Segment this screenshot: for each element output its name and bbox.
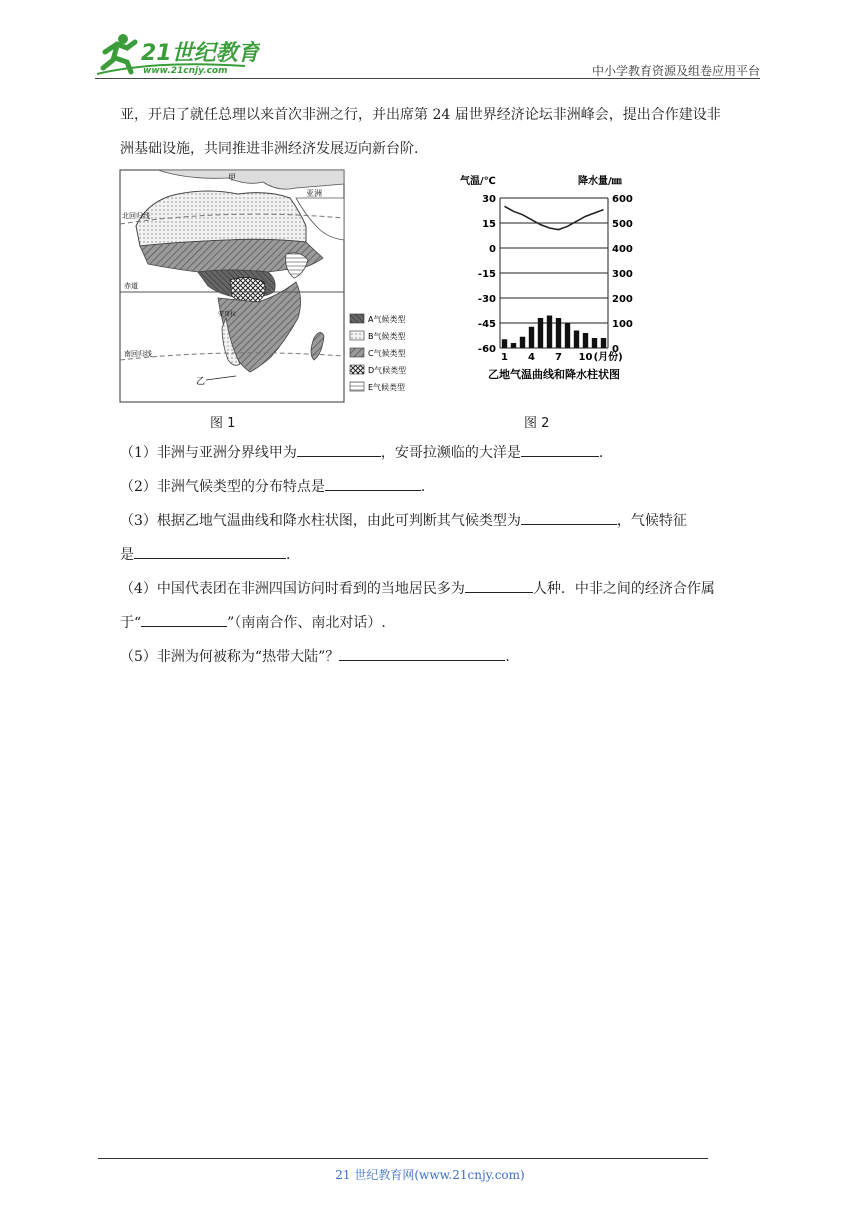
chart-left-tick: -30	[477, 294, 496, 305]
chart-left-tick: 15	[482, 219, 496, 230]
map-label-tropic-south: 南回归线	[124, 350, 152, 358]
chart-xlabel: (月份)	[593, 352, 623, 363]
chart-bar	[520, 337, 525, 348]
legend-e: E气候类型	[368, 383, 406, 392]
answer-blank-3b[interactable]	[134, 544, 286, 559]
map-label-jia: 甲	[228, 173, 236, 182]
chart-right-tick: 200	[612, 294, 633, 305]
chart-right-tick: 300	[612, 269, 633, 280]
map-legend	[350, 314, 406, 392]
chart-bar	[511, 343, 516, 348]
intro-paragraph	[120, 98, 762, 166]
chart-bar	[502, 339, 507, 348]
chart-title: 乙地气温曲线和降水柱状图	[488, 368, 620, 381]
header-divider	[95, 78, 760, 79]
answer-blank-4a[interactable]	[465, 578, 533, 593]
chart-right-tick: 600	[612, 194, 633, 205]
chart-bar	[529, 327, 534, 348]
legend-a: A气候类型	[368, 315, 406, 324]
chart-left-tick: 0	[489, 244, 496, 255]
question-3: （3）根据乙地气温曲线和降水柱状图，由此可判断其气候类型为 ，气候特征	[120, 504, 762, 538]
logo-title: 21世纪教育	[141, 41, 260, 66]
chart-bar	[583, 333, 588, 348]
intro-line-2: 洲基础设施，共同推进非洲经济发展迈向新台阶.	[120, 141, 419, 157]
question-4: （4）中国代表团在非洲四国访问时看到的当地居民多为 人种．中非之间的经济合作属	[120, 572, 762, 606]
chart-bar	[547, 316, 552, 349]
chart-temperature-line	[505, 206, 604, 229]
chart-bar	[556, 318, 561, 348]
figure-1-caption: 图 1	[210, 416, 236, 431]
chart-right-tick: 400	[612, 244, 633, 255]
figures-area	[118, 168, 658, 438]
platform-name: 中小学教育资源及组卷应用平台	[591, 64, 760, 78]
chart-bar	[592, 338, 597, 348]
answer-blank-2[interactable]	[325, 476, 421, 491]
chart-x-tick: 10	[578, 352, 593, 363]
logo-url: www.21cnjy.com	[143, 66, 228, 76]
site-logo	[95, 30, 260, 78]
chart-bar	[601, 338, 606, 348]
chart-ylabel-right: 降水量/㎜	[578, 176, 622, 187]
map-label-asia: 亚洲	[306, 189, 322, 198]
question-1: （1）非洲与亚洲分界线甲为 ，安哥拉濒临的大洋是 .	[120, 436, 762, 470]
map-label-tropic-north: 北回归线	[122, 212, 150, 220]
climate-chart	[456, 170, 656, 392]
chart-ylabel-left: 气温/℃	[460, 176, 496, 187]
chart-x-tick: 1	[501, 352, 508, 363]
intro-line-1: 亚，开启了就任总理以来首次非洲之行，并出席第 24 届世界经济论坛非洲峰会，提出合作建设非	[120, 107, 721, 123]
chart-bar	[574, 331, 579, 349]
question-2: （2）非洲气候类型的分布特点是 .	[120, 470, 762, 504]
page-header	[95, 30, 760, 80]
chart-bar	[565, 323, 570, 348]
legend-b: B气候类型	[368, 332, 406, 341]
chart-left-tick: -45	[477, 319, 496, 330]
chart-right-tick: 0	[612, 344, 619, 355]
answer-blank-5[interactable]	[339, 646, 505, 661]
questions	[120, 436, 762, 674]
footer-divider	[98, 1158, 708, 1159]
answer-blank-1a[interactable]	[297, 442, 381, 457]
chart-right-tick: 500	[612, 219, 633, 230]
question-4-cont: 于“ ”（南南合作、南北对话）.	[120, 606, 762, 640]
chart-left-tick: -60	[477, 344, 496, 355]
chart-left-tick: 30	[482, 194, 496, 205]
chart-x-tick: 4	[528, 352, 535, 363]
chart-right-tick: 100	[612, 319, 633, 330]
footer-text: 21 世纪教育网(www.21cnjy.com)	[335, 1168, 525, 1182]
question-3-cont: 是 .	[120, 538, 762, 572]
answer-blank-1b[interactable]	[521, 442, 599, 457]
chart-left-tick: -15	[477, 269, 496, 280]
legend-c: C气候类型	[368, 349, 406, 358]
chart-x-tick: 7	[555, 352, 562, 363]
question-5: （5）非洲为何被称为“热带大陆”？ .	[120, 640, 762, 674]
map-label-yi: 乙	[196, 377, 206, 387]
legend-d: D气候类型	[368, 366, 407, 375]
map-label-equator: 赤道	[124, 282, 138, 290]
answer-blank-4b[interactable]	[141, 612, 227, 627]
answer-blank-3a[interactable]	[521, 510, 617, 525]
africa-climate-map	[118, 168, 438, 406]
chart-bar	[538, 318, 543, 348]
figure-2-caption: 图 2	[524, 416, 550, 431]
map-label-angola: 安哥拉	[218, 311, 237, 318]
